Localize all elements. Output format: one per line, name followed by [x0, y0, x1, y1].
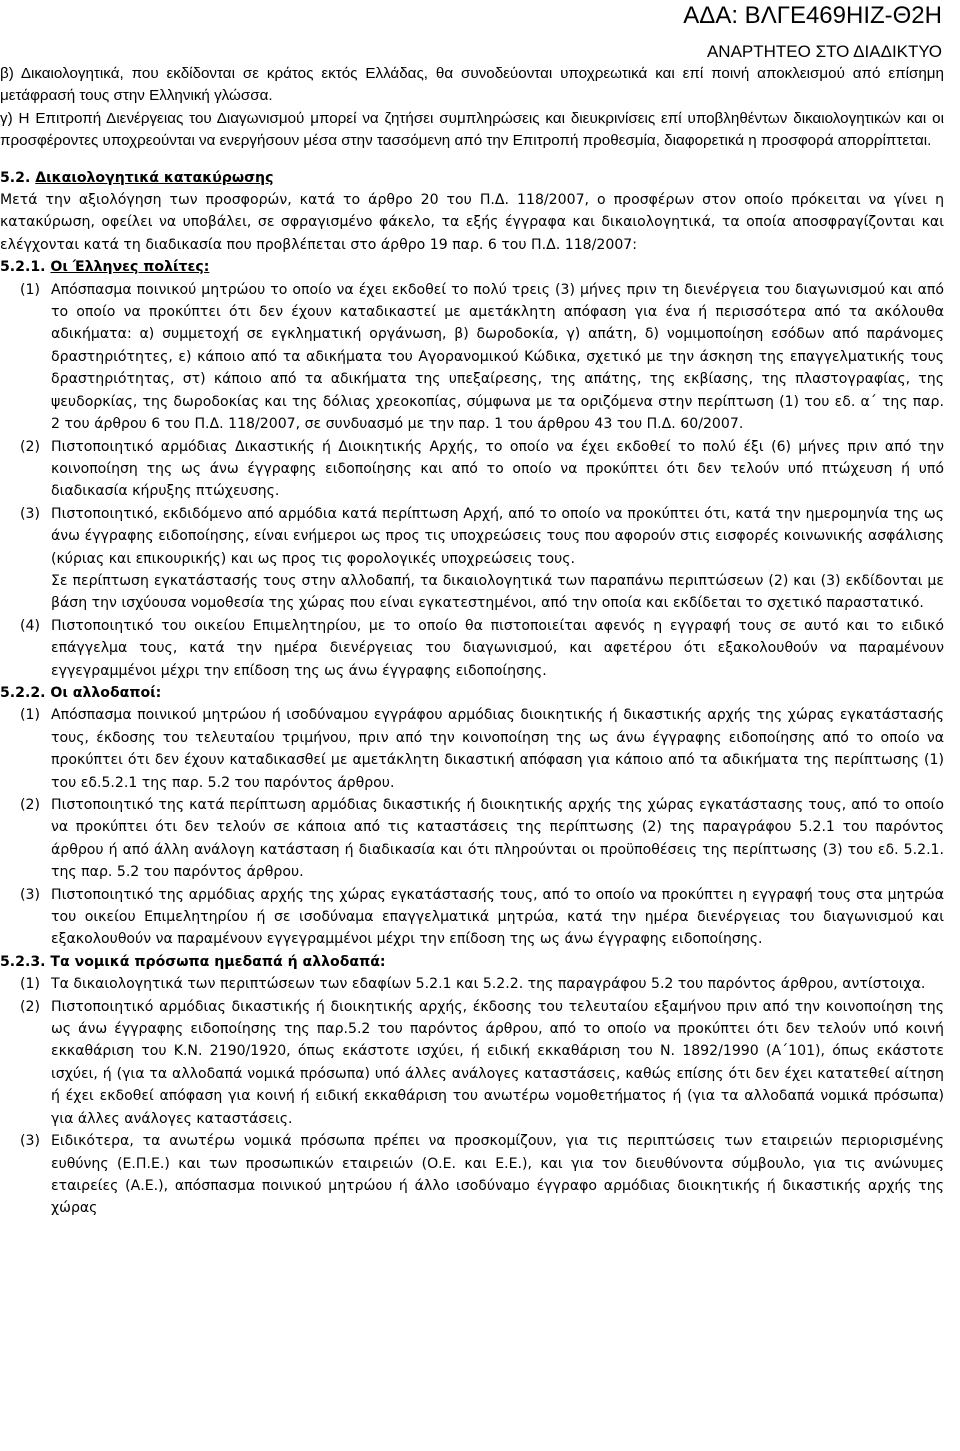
item-number: (3)	[20, 886, 40, 903]
item-text: Πιστοποιητικό αρμόδιας δικαστικής ή διοικητικής αρχής, έκδοσης του τελευταίου εξαμήνου πριν από την κοινοποίηση της ως άνω έγγραφης ειδοποίησης της παρ.5.2 του παρόντος άρθρου, από το οποίο να προκύπτει ότι δεν τελούν υπό κοινή εκκαθάριση του Κ.Ν. 2190/1920, όπως εκάστοτε ισχύει, ή ειδική εκκαθάριση του Ν. 1892/1990 (Α΄101), όπως εκάστοτε ισχύει, ή (για τα αλλοδαπά νομικά πρόσωπα) υπό άλλες ανάλογες καταστάσεις, καθώς επίσης ότι δεν έχει κατατεθεί αίτηση ή έχει εκδοθεί απόφαση για κοινή ή ειδική εκκαθάριση του ανωτέρω νομοθετήματος ή (για τα αλλοδαπά νομικά πρόσωπα) για άλλες ανάλογες καταστάσεις.	[51, 998, 944, 1127]
item-number: (1)	[20, 976, 40, 993]
item-number: (2)	[20, 998, 40, 1015]
list-item	[0, 279, 944, 436]
item-number: (4)	[20, 617, 40, 634]
item-text: Ειδικότερα, τα ανωτέρω νομικά πρόσωπα πρέπει να προσκομίζουν, για τις περιπτώσεις των εταιρειών περιορισμένης ευθύνης (Ε.Π.Ε.) και των προσωπικών εταιρειών (Ο.Ε. και Ε.Ε.), και για τον διευθύνοντα σύμβουλο, για τις ανώνυμες εταιρείες (Α.Ε.), απόσπασμα ποινικού μητρώου ή άλλο ισοδύναμο έγγραφο αρμόδιας διοικητικής ή δικαστικής αρχής της χώρας	[51, 1133, 944, 1217]
item-text: Απόσπασμα ποινικού μητρώου το οποίο να έχει εκδοθεί το πολύ τρεις (3) μήνες πριν τη διενέργεια του διαγωνισμού και από το οποίο να προκύπτει ότι δεν έχουν καταδικαστεί με αμετάκλητη απόφαση για ένα ή περισσότερα από τα ακόλουθα αδικήματα: α) συμμετοχή σε εγκληματική οργάνωση, β) δωροδοκία, γ) απάτη, δ) νομιμοποίηση εσόδων από παράνομες δραστηριότητες, ε) κάποιο από τα αδικήματα του Αγορανομικού Κώδικα, σχετικό με την άσκηση της επαγγελματικής τους δραστηριότητας, στ) κάποιο από τα αδικήματα της υπεξαίρεσης, της απάτης, της εκβίασης, της πλαστογραφίας, της ψευδορκίας, της δωροδοκίας και της δόλιας χρεοκοπίας, σύμφωνα με τα οριζόμενα στην περίπτωση (1) του εδ. α΄ της παρ. 2 του άρθρου 6 του Π.Δ. 118/2007, σε συνδυασμό με την παρ. 1 του άρθρου 43 του Π.Δ. 60/2007.	[51, 281, 944, 433]
item-text: Πιστοποιητικό της αρμόδιας αρχής της χώρας εγκατάστασής τους, από το οποίο να προκύπτει η εγγραφή τους στα μητρώα του οικείου Επιμελητηρίου ή σε ισοδύναμα επαγγελματικά μητρώα, κατά την ημέρα διενέργειας του διαγωνισμού και εξακολουθούν να παραμένουν εγγεγραμμένοι μέχρι την επίδοση της ως άνω έγγραφης ειδοποίησης.	[51, 886, 944, 948]
list-item	[0, 503, 944, 615]
item-text: Πιστοποιητικό αρμόδιας Δικαστικής ή Διοικητικής Αρχής, το οποίο να έχει εκδοθεί το πολύ έξι (6) μήνες πριν από την κοινοποίηση της ως άνω έγγραφης ειδοποίησης και από το οποίο να προκύπτει ότι δεν τελούν υπό πτώχευση ή υπό διαδικασία κήρυξης πτώχευσης.	[51, 438, 944, 500]
list-item	[0, 794, 944, 884]
section-number: 5.2.	[0, 169, 31, 186]
list-item	[0, 884, 944, 951]
list-item	[0, 436, 944, 503]
subsection-heading-foreigners	[0, 682, 944, 704]
item-text: Πιστοποιητικό του οικείου Επιμελητηρίου, με το οποίο θα πιστοποιείται αφενός η εγγραφή τους σε αυτό και το ειδικό επάγγελμα τους, κατά την ημέρα διενέργειας του διαγωνισμού, και αφετέρου ότι εξακολουθούν να παραμένουν εγγεγραμμένοι μέχρι την επίδοση της ως άνω έγγραφης ειδοποίησης.	[51, 617, 944, 679]
item-text: Πιστοποιητικό, εκδιδόμενο από αρμόδια κατά περίπτωση Αρχή, από το οποίο να προκύπτει ότι, κατά την ημερομηνία της ως άνω έγγραφης ειδοποίησης, είναι ενήμεροι ως προς τις υποχρεώσεις τους που αφορούν στις εισφορές κοινωνικής ασφάλισης (κύριας και επικουρικής) και ως προς τις φορολογικές υποχρεώσεις τους.	[51, 505, 944, 567]
section-heading	[0, 167, 944, 189]
subsection-title: Οι αλλοδαποί:	[50, 684, 162, 701]
list-item	[0, 704, 944, 794]
subsection-heading-greek-citizens	[0, 256, 944, 278]
subsection-number: 5.2.3.	[0, 953, 46, 970]
paragraph-g: γ) Η Επιτροπή Διενέργειας του Διαγωνισμού μπορεί να ζητήσει συμπληρώσεις και διευκρινίσεις επί υποβληθέντων δικαιολογητικών και οι προσφέροντες υποχρεούνται να ενεργήσουν μέσα στην τασσόμενη από την Επιτροπή προθεσμία, διαφορετικά η προσφορά απορρίπτεται.	[0, 109, 944, 150]
item-text: Απόσπασμα ποινικού μητρώου ή ισοδύναμου εγγράφου αρμόδιας διοικητικής ή δικαστικής αρχής της χώρας εγκατάστασής τους, έκδοσης του τελευταίου τριμήνου, πριν από την κοινοποίηση της ως άνω έγγραφης ειδοποίησης από το οποίο να προκύπτει ότι δεν έχουν καταδικασθεί με αμετάκλητη δικαστική απόφαση για κάποιο από τα αδικήματα της περίπτωσης (1) του εδ.5.2.1 της παρ. 5.2 του παρόντος άρθρου.	[51, 707, 944, 791]
section-title: Δικαιολογητικά κατακύρωσης	[35, 169, 274, 186]
paragraph-b: β) Δικαιολογητικά, που εκδίδονται σε κράτος εκτός Ελλάδας, θα συνοδεύονται υποχρεωτικά και επί ποινή αποκλεισμού από επίσημη μετάφρασή τους στην Ελληνική γλώσσα.	[0, 65, 944, 105]
section-intro-text: Μετά την αξιολόγηση των προσφορών, κατά το άρθρο 20 του Π.Δ. 118/2007, ο προσφέρων στον οποίο πρόκειται να γίνει η κατακύρωση, οφείλει να υποβάλει, σε σφραγισμένο φάκελο, τα εξής έγγραφα και δικαιολογητικά, τα οποία αποσφραγίζονται και ελέγχονται κατά τη διαδικασία που προβλέπεται στο άρθρο 19 παρ. 6 του Π.Δ. 118/2007:	[0, 192, 944, 253]
list-item	[0, 615, 944, 682]
subsection-title: Τα νομικά πρόσωπα ημεδαπά ή αλλοδαπά:	[50, 953, 386, 970]
list-item	[0, 973, 944, 995]
item-number: (3)	[20, 505, 40, 522]
subsection-title: Οι Έλληνες πολίτες:	[50, 259, 210, 276]
document-page	[0, 63, 944, 1220]
section-5-2	[0, 167, 944, 1220]
posted-online-label: ΑΝΑΡΤΗΤΕΟ ΣΤΟ ΔΙΑΔΙΚΤΥΟ	[706, 42, 942, 61]
item-text: Τα δικαιολογητικά των περιπτώσεων των εδαφίων 5.2.1 και 5.2.2. της παραγράφου 5.2 του παρόντος άρθρου, αντίστοιχα.	[51, 976, 926, 993]
item-number: (2)	[20, 438, 40, 455]
subsection-number: 5.2.2.	[0, 684, 46, 701]
item-number: (1)	[20, 707, 40, 724]
subsection-heading-legal-entities	[0, 951, 944, 973]
list-item	[0, 996, 944, 1130]
item-number: (1)	[20, 281, 40, 298]
subsection-number: 5.2.1.	[0, 259, 46, 276]
item-text: Πιστοποιητικό της κατά περίπτωση αρμόδιας δικαστικής ή διοικητικής αρχής της χώρας εγκατάστασης τους, από το οποίο να προκύπτει ότι δεν τελούν σε κάποια από τις καταστάσεις της περίπτωσης (2) της παραγράφου 5.2.1 του παρόντος άρθρου ή από άλλη ανάλογη κατάσταση ή διαδικασία και ότι πληρούνται οι προϋποθέσεις της περίπτωσης (3) του εδ. 5.2.1. της παρ. 5.2 του παρόντος άρθρου.	[51, 797, 944, 881]
item-number: (3)	[20, 1133, 40, 1150]
intro-block	[0, 63, 944, 153]
item-number: (2)	[20, 797, 40, 813]
ada-code: ΑΔΑ: ΒΛΓΕ469ΗΙΖ-Θ2Η	[683, 2, 942, 29]
list-item	[0, 1130, 944, 1220]
item-extra-text: Σε περίπτωση εγκατάστασής τους στην αλλοδαπή, τα δικαιολογητικά των παραπάνω περιπτώσεων (2) και (3) εκδίδονται με βάση την ισχύουσα νομοθεσία της χώρας που είναι εγκατεστημένοι, από την οποία και εκδίδεται το σχετικό παραστατικό.	[51, 572, 944, 612]
